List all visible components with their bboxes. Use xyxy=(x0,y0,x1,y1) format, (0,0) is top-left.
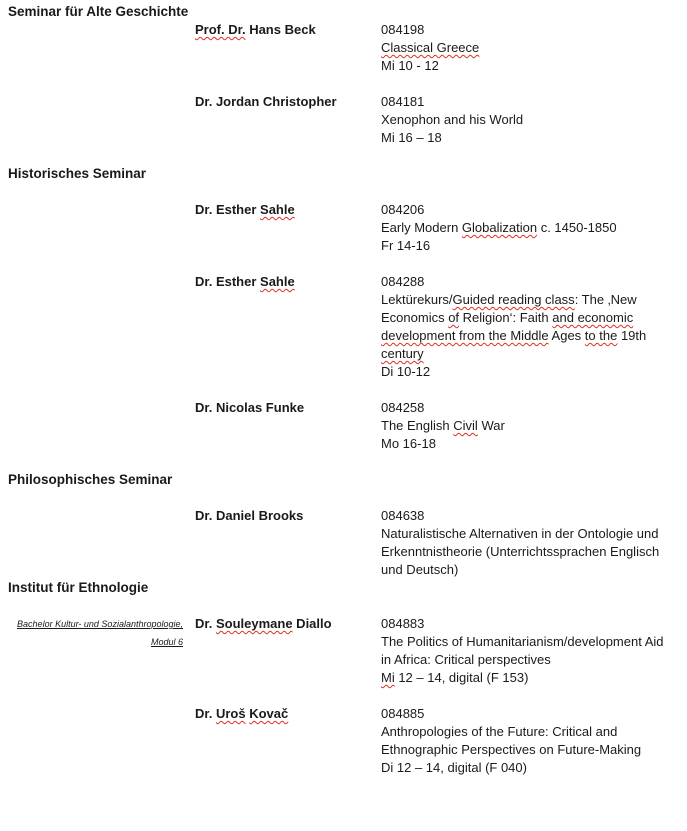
course-info xyxy=(381,507,687,579)
lecturer-name-segment: Dr. Nicolas Funke xyxy=(195,400,305,415)
title-segment: of xyxy=(448,310,460,325)
title-segment: Religion‘: Faith xyxy=(459,310,553,325)
course-title-line xyxy=(381,651,687,669)
title-segment: Economics xyxy=(381,310,449,325)
title-segment: and economic xyxy=(552,310,634,325)
title-segment: Globalization xyxy=(461,220,538,235)
course-number: 084181 xyxy=(381,94,425,109)
title-segment: Lektürekurs/ xyxy=(381,292,453,307)
course-number: 084885 xyxy=(381,706,425,721)
course-number: 084206 xyxy=(381,202,425,217)
title-segment: Naturalistische Alternativen in der Ontologie und xyxy=(381,526,659,541)
lecturer-name-segment: Dr. Esther xyxy=(195,274,261,289)
title-segment: development from the Middle xyxy=(381,328,549,343)
course-number: 084288 xyxy=(381,274,425,289)
course-info xyxy=(381,93,687,147)
course-time xyxy=(381,435,687,453)
title-segment: Xenophon and his World xyxy=(381,112,524,127)
lecturer-name xyxy=(195,705,375,723)
title-segment: to the xyxy=(584,328,618,343)
title-segment: Civil xyxy=(453,418,478,433)
course-number: 084638 xyxy=(381,508,425,523)
course-title-line xyxy=(381,741,687,759)
title-segment: century xyxy=(381,346,424,361)
time-segment: Mi 10 - 12 xyxy=(381,58,439,73)
title-segment: 19th xyxy=(617,328,647,343)
section-heading-alte-geschichte: Seminar für Alte Geschichte xyxy=(8,4,189,19)
course-info xyxy=(381,201,687,255)
course-time xyxy=(381,759,687,777)
title-segment: The Politics of Humanitarianism/development Aid xyxy=(381,634,664,649)
course-title-line xyxy=(381,561,687,579)
lecturer-name-segment: Dr. xyxy=(195,616,216,631)
time-segment: Mo 16-18 xyxy=(381,436,436,451)
title-segment: in Africa: Critical perspectives xyxy=(381,652,551,667)
module-label-segment: Bachelor Kultur- und Sozialanthropologie, xyxy=(17,619,183,629)
course-info xyxy=(381,399,687,453)
course-time xyxy=(381,363,687,381)
time-segment: Mi 16 – 18 xyxy=(381,130,442,145)
lecturer-name-segment: Sahle xyxy=(260,202,295,217)
course-number: 084198 xyxy=(381,22,425,37)
module-label-line xyxy=(0,633,183,651)
course-title-line xyxy=(381,291,687,309)
lecturer-name xyxy=(195,615,375,633)
course-time xyxy=(381,129,687,147)
title-segment: Classical Greece xyxy=(381,40,480,55)
lecturer-name-segment: Dr. Daniel Brooks xyxy=(195,508,304,523)
lecturer-name xyxy=(195,93,375,111)
title-segment: Early Modern xyxy=(381,220,462,235)
course-title-line xyxy=(381,327,687,345)
course-time xyxy=(381,57,687,75)
module-label-line xyxy=(0,615,183,633)
course-title-line xyxy=(381,111,687,129)
time-segment: Mi xyxy=(381,670,395,685)
course-title-line xyxy=(381,39,687,57)
time-segment: 12 – 14, digital (F 153) xyxy=(394,670,529,685)
title-segment: War xyxy=(477,418,505,433)
lecturer-name xyxy=(195,399,375,417)
lecturer-name-segment: Kovač xyxy=(249,706,289,721)
lecturer-name-segment: Prof. Dr. xyxy=(195,22,246,37)
time-segment: Di 12 – 14, digital (F 040) xyxy=(381,760,527,775)
course-info xyxy=(381,705,687,777)
time-segment: Fr 14-16 xyxy=(381,238,431,253)
course-title-line xyxy=(381,309,687,327)
course-title-line xyxy=(381,723,687,741)
title-segment: Anthropologies of the Future: Critical and xyxy=(381,724,618,739)
lecturer-name xyxy=(195,201,375,219)
module-label-segment: Modul 6 xyxy=(150,637,183,647)
title-segment: The English xyxy=(381,418,454,433)
title-segment: c. 1450-1850 xyxy=(537,220,617,235)
lecturer-name xyxy=(195,507,375,525)
lecturer-name-segment: Diallo xyxy=(292,616,332,631)
lecturer-name-segment: Uroš xyxy=(215,706,246,721)
section-heading-ethnologie: Institut für Ethnologie xyxy=(8,580,149,595)
course-title-line xyxy=(381,417,687,435)
title-segment: Guided reading class xyxy=(452,292,575,307)
lecturer-name-segment: Hans Beck xyxy=(245,22,316,37)
section-heading-philosophisches: Philosophisches Seminar xyxy=(8,472,173,487)
course-title-line xyxy=(381,345,687,363)
course-info xyxy=(381,273,687,381)
course-title-line xyxy=(381,633,687,651)
title-segment: : The ‚New xyxy=(574,292,637,307)
lecturer-name-segment: Dr. Esther xyxy=(195,202,261,217)
course-title-line xyxy=(381,543,687,561)
lecturer-name-segment: Sahle xyxy=(260,274,295,289)
course-time xyxy=(381,237,687,255)
course-time xyxy=(381,669,687,687)
lecturer-name-segment: Souleymane xyxy=(215,616,293,631)
module-label xyxy=(0,615,183,651)
lecturer-name xyxy=(195,273,375,291)
lecturer-name-segment: Dr. Jordan Christopher xyxy=(195,94,337,109)
title-segment: Ethnographic Perspectives on Future-Making xyxy=(381,742,642,757)
time-segment: Di 10-12 xyxy=(381,364,431,379)
course-number: 084258 xyxy=(381,400,425,415)
title-segment: Erkenntnistheorie (Unterrichtssprachen Englisch xyxy=(381,544,660,559)
course-number: 084883 xyxy=(381,616,425,631)
title-segment: Ages xyxy=(548,328,585,343)
course-title-line xyxy=(381,525,687,543)
lecturer-name xyxy=(195,21,375,39)
lecturer-name-segment: Dr. xyxy=(195,706,216,721)
course-info xyxy=(381,21,687,75)
title-segment: und Deutsch) xyxy=(381,562,459,577)
course-info xyxy=(381,615,687,687)
section-heading-historisches: Historisches Seminar xyxy=(8,166,147,181)
course-title-line xyxy=(381,219,687,237)
